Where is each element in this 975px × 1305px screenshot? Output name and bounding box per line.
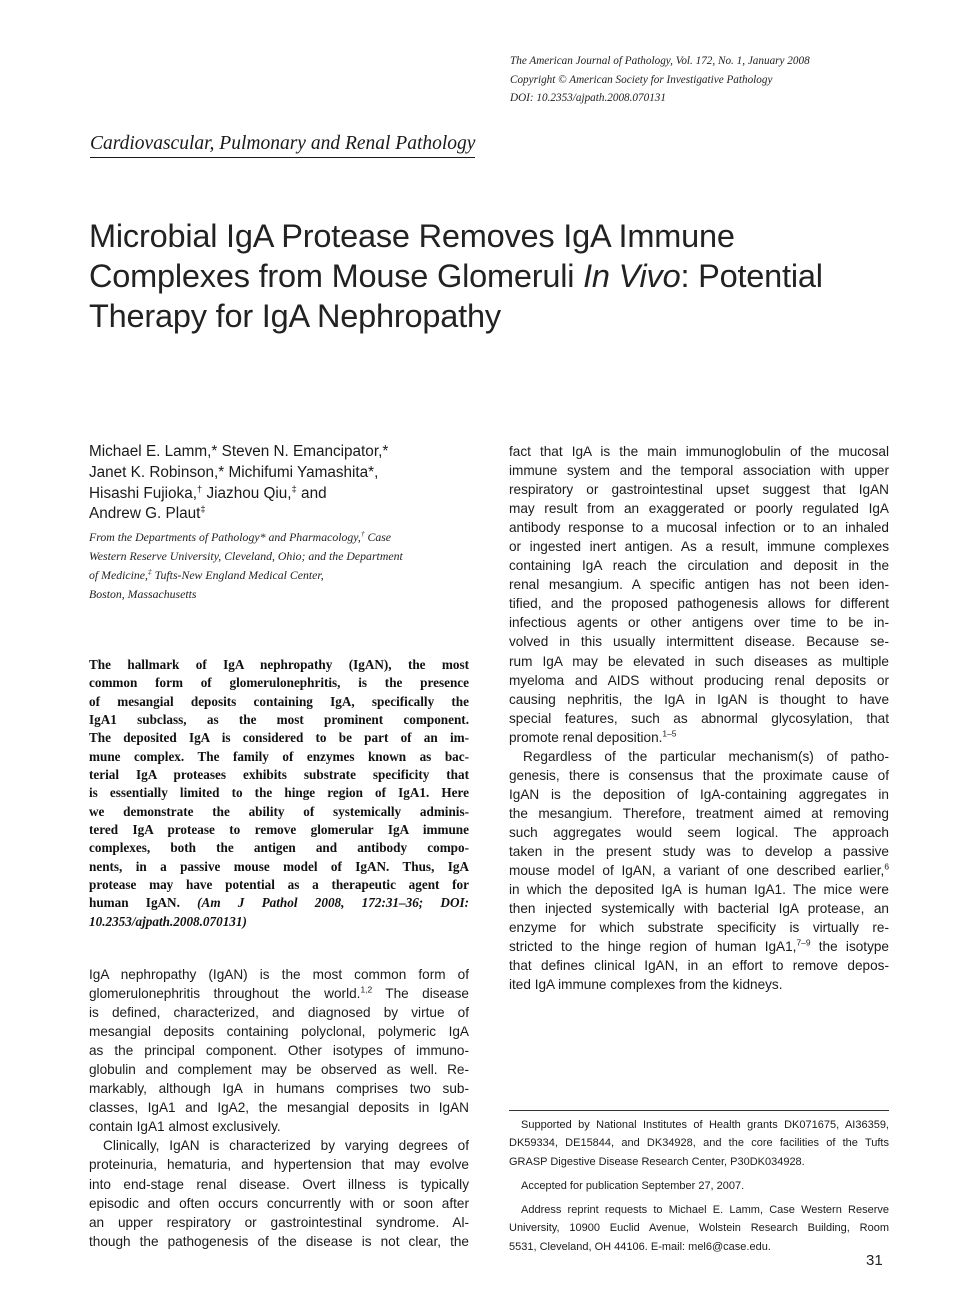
reference-mark: 6 bbox=[884, 861, 889, 872]
body-column-left bbox=[89, 965, 469, 1251]
author-mark: ‡ bbox=[200, 504, 206, 516]
author-line: Janet K. Robinson,* Michifumi Yamashita*, bbox=[89, 463, 379, 481]
abstract-line: of mesangial deposits containing IgA, specifically the bbox=[89, 693, 469, 709]
footnote-accepted: Accepted for publication September 27, 2007. bbox=[521, 1179, 745, 1192]
body-column-right bbox=[509, 442, 889, 994]
body-line bbox=[89, 984, 469, 1003]
affiliation-text: Tufts-New England Medical Center, bbox=[151, 568, 324, 582]
body-line: IgA nephropathy (IgAN) is the most common form of bbox=[89, 967, 469, 982]
body-line bbox=[509, 937, 889, 956]
journal-doi: DOI: 10.2353/ajpath.2008.070131 bbox=[510, 92, 666, 104]
body-line: respiratory or gastrointestinal upset suggest that IgAN bbox=[509, 482, 889, 498]
author-name: Hisashi Fujioka, bbox=[89, 484, 197, 502]
abstract-line: IgA1 subclass, as the most prominent component. bbox=[89, 712, 469, 728]
abstract-line: we demonstrate the ability of systemically adminis- bbox=[89, 803, 469, 819]
body-line: antibody response to a mucosal infection or to an inhaled bbox=[509, 520, 889, 536]
affiliation-text: of Medicine, bbox=[89, 568, 148, 582]
footnote-line: University, 10900 Euclid Avenue, Wolstein Research Building, Room bbox=[509, 1222, 889, 1235]
footnote-line: Supported by National Institutes of Health grants DK071675, AI36359, bbox=[521, 1119, 889, 1131]
abstract-line: is essentially limited to the hinge region of IgA1. Here bbox=[89, 785, 469, 801]
abstract-text: human IgAN. bbox=[89, 895, 180, 911]
author-line: Michael E. Lamm,* Steven N. Emancipator,* bbox=[89, 443, 389, 460]
abstract-line bbox=[89, 894, 469, 912]
affiliation-text: From the Departments of Pathology* and Pharmacology, bbox=[89, 530, 361, 544]
body-line: in which the deposited IgA is human IgA1. The mice were bbox=[509, 882, 889, 898]
affiliation-mark: ‡ bbox=[147, 567, 152, 577]
body-line: that defines clinical IgAN, in an effort to remove depos- bbox=[509, 958, 889, 974]
affiliation-mark: † bbox=[360, 529, 365, 539]
body-line: fact that IgA is the main immunoglobulin of the mucosal bbox=[509, 444, 889, 459]
body-line: genesis, there is consensus that the proximate cause of bbox=[509, 767, 889, 783]
footnote-line: GRASP Digestive Disease Research Center, P30DK034928. bbox=[509, 1155, 805, 1168]
affiliation-line bbox=[89, 566, 479, 585]
body-text: mouse model of IgAN, a variant of one described earlier, bbox=[509, 863, 885, 879]
body-line: mesangial deposits containing polyclonal, polymeric IgA bbox=[89, 1024, 469, 1040]
footnote-line: DK59334, DE15844, and DK34928, and the core facilities of the Tufts bbox=[509, 1137, 889, 1150]
footnote-reprint-email: 5531, Cleveland, OH 44106. E-mail: mel6@case.edu. bbox=[509, 1240, 771, 1253]
journal-copyright: Copyright © American Society for Investigative Pathology bbox=[510, 73, 773, 86]
author-name: and bbox=[296, 484, 327, 502]
abstract-citation-line bbox=[89, 913, 469, 931]
body-line: tified, and the proposed pathogenesis allows for different bbox=[509, 596, 889, 612]
abstract-line: complexes, both the antigen and antibody compo- bbox=[89, 840, 469, 856]
footnote-divider bbox=[509, 1110, 889, 1111]
abstract-line: The hallmark of IgA nephropathy (IgAN), the most bbox=[89, 657, 469, 672]
section-heading: Cardiovascular, Pulmonary and Renal Pathology bbox=[90, 131, 475, 158]
author-line bbox=[89, 504, 479, 525]
body-line: an upper respiratory or gastrointestinal syndrome. Al- bbox=[89, 1214, 469, 1230]
body-line: then injected systemically with bacterial IgA protease, an bbox=[509, 901, 889, 917]
author-line bbox=[89, 484, 479, 505]
page-number: 31 bbox=[866, 1252, 883, 1269]
body-line: myeloma and AIDS without producing renal deposits or bbox=[509, 672, 889, 688]
author-name: Andrew G. Plaut bbox=[89, 505, 201, 523]
footnote-line: Address reprint requests to Michael E. Lamm, Case Western Reserve bbox=[521, 1204, 889, 1217]
body-line: Regardless of the particular mechanism(s) of patho- bbox=[523, 748, 889, 764]
abstract-line: The deposited IgA is considered to be part of an im- bbox=[89, 730, 469, 746]
reference-mark: 1–5 bbox=[662, 728, 677, 739]
reference-mark: 1,2 bbox=[360, 984, 373, 995]
body-text: glomerulonephritis throughout the world. bbox=[89, 986, 361, 1002]
abstract-line: common form of glomerulonephritis, is the presence bbox=[89, 675, 469, 691]
body-line: causing nephritis, the IgA in IgAN is thought to have bbox=[509, 691, 889, 707]
title-text: Complexes from Mouse Glomeruli bbox=[89, 258, 584, 294]
body-line: containing IgA reach the circulation and deposit in the bbox=[509, 558, 889, 574]
body-line: may result from an exaggerated or poorly regulated IgA bbox=[509, 501, 889, 517]
body-text: the isotype bbox=[810, 939, 889, 955]
body-line: taken in the present study was to develop a passive bbox=[509, 843, 889, 859]
body-line: or ingested inert antigen. As a result, immune complexes bbox=[509, 539, 889, 555]
abstract-line: tered IgA protease to remove glomerular IgA immune bbox=[89, 822, 469, 838]
body-line: the mesangium. Therefore, treatment aimed at removing bbox=[509, 805, 889, 821]
affiliation-line bbox=[89, 528, 479, 547]
journal-header bbox=[510, 52, 930, 108]
body-line: IgAN is the deposition of IgA-containing aggregates in bbox=[509, 786, 889, 802]
article-title bbox=[89, 216, 889, 336]
author-list bbox=[89, 442, 479, 525]
body-line: globulin and complement may be observed as well. Re- bbox=[89, 1062, 469, 1078]
abstract-line: protease may have potential as a therapeutic agent for bbox=[89, 877, 469, 893]
body-line: proteinuria, hematuria, and hypertension that may evolve bbox=[89, 1157, 469, 1173]
body-line: episodic and often occurs concurrently with or soon after bbox=[89, 1195, 469, 1211]
body-text: promote renal deposition. bbox=[509, 729, 663, 745]
affiliation-line: Western Reserve University, Cleveland, Ohio; and the Department bbox=[89, 549, 403, 563]
body-line: Clinically, IgAN is characterized by varying degrees of bbox=[103, 1138, 469, 1154]
abstract-line: terial IgA proteases exhibits substrate specificity that bbox=[89, 767, 469, 783]
author-name: Jiazhou Qiu, bbox=[202, 484, 292, 502]
title-line-1: Microbial IgA Protease Removes IgA Immune bbox=[89, 218, 735, 254]
body-line: enzyme for which substrate specificity is virtually re- bbox=[509, 920, 889, 936]
body-line: such aggregates would seem logical. The approach bbox=[509, 824, 889, 840]
body-line: contain IgA1 almost exclusively. bbox=[89, 1119, 281, 1135]
affiliation bbox=[89, 528, 479, 604]
body-line: though the pathogenesis of the disease is not clear, the bbox=[89, 1233, 469, 1249]
body-line: immune system and the temporal association with upper bbox=[509, 463, 889, 479]
title-text: : Potential bbox=[680, 258, 823, 294]
body-line: into end-stage renal disease. Overt illness is typically bbox=[89, 1176, 469, 1192]
title-italic: In Vivo bbox=[583, 258, 681, 294]
body-line bbox=[509, 728, 889, 747]
journal-citation: The American Journal of Pathology, Vol. 172, No. 1, January 2008 bbox=[510, 55, 810, 67]
abstract bbox=[89, 656, 469, 931]
body-line: as the principal component. Other isotypes of immuno- bbox=[89, 1043, 469, 1059]
title-line-2 bbox=[89, 256, 889, 296]
body-line: infectious agents or other antigens over time to be in- bbox=[509, 615, 889, 631]
body-line bbox=[509, 861, 889, 880]
affiliation-text: Case bbox=[364, 530, 392, 544]
body-line: is defined, characterized, and diagnosed by virtue of bbox=[89, 1005, 469, 1021]
title-line-3: Therapy for IgA Nephropathy bbox=[89, 298, 501, 334]
body-line: rum IgA may be elevated in such diseases as multiple bbox=[509, 653, 889, 669]
abstract-line: nents, in a passive mouse model of IgAN. Thus, IgA bbox=[89, 858, 469, 874]
body-line: classes, IgA1 and IgA2, the mesangial deposits in IgAN bbox=[89, 1100, 469, 1116]
body-line: volved in this usually intermittent disease. Because se- bbox=[509, 634, 889, 650]
body-line: renal mesangium. A specific antigen has not been iden- bbox=[509, 577, 889, 593]
footnotes bbox=[509, 1116, 889, 1256]
author-mark: † bbox=[196, 483, 203, 495]
author-mark: ‡ bbox=[291, 483, 297, 495]
body-text: The disease bbox=[372, 986, 469, 1002]
body-line: ited IgA immune complexes from the kidneys. bbox=[509, 977, 783, 993]
body-text: stricted to the hinge region of human IgA1, bbox=[509, 939, 797, 955]
abstract-citation: (Am J Pathol 2008, 172:31–36; DOI: bbox=[197, 895, 469, 911]
abstract-line: mune complex. The family of enzymes known as bac- bbox=[89, 748, 469, 764]
body-line: markably, although IgA in humans comprises two sub- bbox=[89, 1081, 469, 1097]
affiliation-line: Boston, Massachusetts bbox=[89, 587, 197, 601]
reference-mark: 7–9 bbox=[796, 937, 811, 948]
body-line: special features, such as abnormal glycosylation, that bbox=[509, 710, 889, 726]
abstract-citation: 10.2353/ajpath.2008.070131) bbox=[89, 913, 247, 929]
